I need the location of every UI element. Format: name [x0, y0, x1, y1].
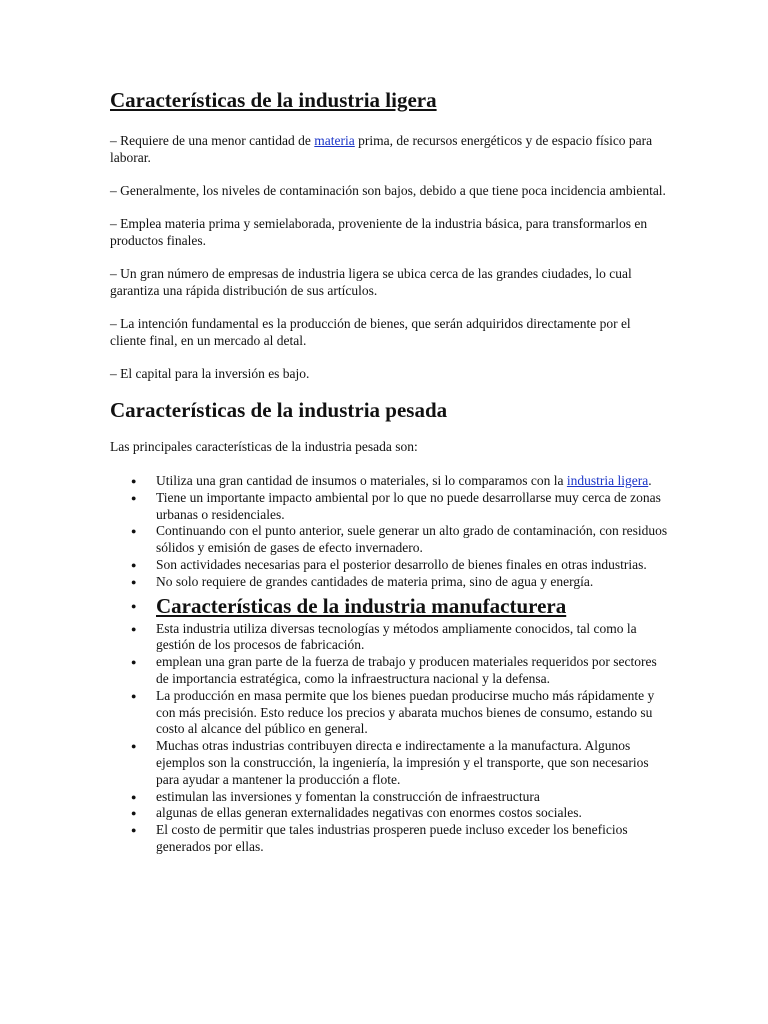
- list-item: ● estimulan las inversiones y fomentan la construcción de infraestructura: [110, 789, 670, 806]
- document-page: [110, 86, 670, 856]
- paragraph: – Requiere de una menor cantidad de materia prima, de recursos energéticos y de espacio físico para laborar.: [110, 133, 653, 165]
- paragraph: – Emplea materia prima y semielaborada, proveniente de la industria básica, para transformarlos en productos finales.: [110, 216, 648, 248]
- list-item: ● algunas de ellas generan externalidades negativas con enormes costos sociales.: [110, 805, 670, 822]
- ligera-section: [110, 132, 670, 382]
- list-item: ● Tiene un importante impacto ambiental por lo que no puede desarrollarse muy cerca de zonas urbanas o residenciales.: [110, 490, 670, 524]
- list-item: ● Utiliza una gran cantidad de insumos o materiales, si lo comparamos con la industria ligera.: [110, 473, 670, 490]
- heading-industria-pesada: Características de la industria pesada: [110, 398, 448, 422]
- list-item: ● Son actividades necesarias para el posterior desarrollo de bienes finales en otras industrias.: [110, 557, 670, 574]
- list-item: ● El costo de permitir que tales industrias prosperen puede incluso exceder los beneficios generados por ellas.: [110, 822, 670, 856]
- heading-industria-manufacturera: ● Características de la industria manufacturera: [110, 593, 670, 619]
- heading-industria-ligera: Características de la industria ligera: [110, 88, 437, 112]
- paragraph: – La intención fundamental es la producción de bienes, que serán adquiridos directamente por el cliente final, en un mercado al detal.: [110, 316, 631, 348]
- list-item: ● La producción en masa permite que los bienes puedan producirse mucho más rápidamente y con más precisión. Esto reduce los precios y abarata muchos bienes de consumo, estando su costo al alcance del público en general.: [110, 688, 670, 738]
- materia-link[interactable]: materia: [314, 133, 355, 148]
- list-item: ● Continuando con el punto anterior, suele generar un alto grado de contaminación, con residuos sólidos y emisión de gases de efecto invernadero.: [110, 523, 670, 557]
- bullet-list: [110, 473, 670, 856]
- paragraph: – El capital para la inversión es bajo.: [110, 366, 310, 381]
- pesada-intro: Las principales características de la industria pesada son:: [110, 439, 418, 454]
- list-item: ● Esta industria utiliza diversas tecnologías y métodos ampliamente conocidos, tal como la gestión de los procesos de fabricación.: [110, 621, 670, 655]
- paragraph: – Un gran número de empresas de industria ligera se ubica cerca de las grandes ciudades, lo cual garantiza una rápida distribución de sus artículos.: [110, 266, 632, 298]
- list-item: ● emplean una gran parte de la fuerza de trabajo y producen materiales requeridos por sectores de importancia estratégica, como la infraestructura nacional y la defensa.: [110, 654, 670, 688]
- industria-ligera-link[interactable]: industria ligera: [566, 473, 649, 488]
- list-item: ● Muchas otras industrias contribuyen directa e indirectamente a la manufactura. Algunos ejemplos son la construcción, la ingeniería, la impresión y el transporte, que son necesarios para ayudar a mantener la producción a flote.: [110, 738, 670, 788]
- paragraph: – Generalmente, los niveles de contaminación son bajos, debido a que tiene poca incidencia ambiental.: [110, 183, 666, 198]
- list-item: ● No solo requiere de grandes cantidades de materia prima, sino de agua y energía.: [110, 574, 670, 591]
